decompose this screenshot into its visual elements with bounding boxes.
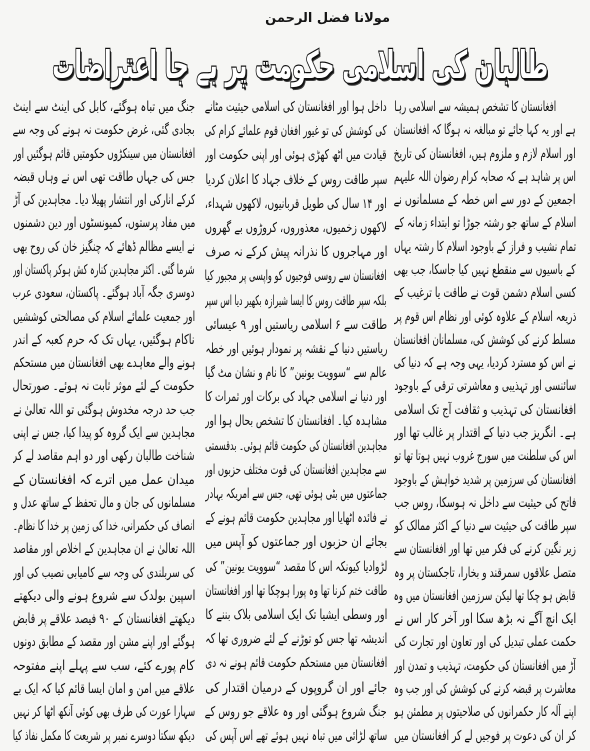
text-line-content: اور ۱۴ سال کی طویل قربانیوں، لاکھوں شہداء، [205,195,387,212]
text-line [205,605,387,626]
text-line [13,260,195,281]
text-line-content: عالم سے “سوویت یونین” کا نام و نشان مٹ گیا [205,365,387,382]
text-line [205,218,387,239]
text-line-content: کی کوشش کی تو غیور افغان قوم علمائے کرام کی [205,123,387,140]
text-line [205,170,387,191]
text-line-content: آڑ میں افغانستان کی حکومت، تہذیب و تمدن اور [394,657,576,674]
text-line-content: افغانستان کی تہذیب و ثقافت آج تک اسلامی [394,401,576,418]
text-line-content: جنگ شروع ہوگئی اور وہ علاقے جو روس کے [205,703,387,720]
text-line [394,97,576,118]
article-column-3 [13,97,195,747]
text-line-content: افغانستان میں مستحکم حکومت قائم ہونے نہ دی [205,655,387,672]
text-line [205,97,387,118]
text-line [205,436,387,457]
text-line [205,194,387,215]
text-line [394,283,576,304]
text-line-content: ذریعہ اسلام کے علاوہ کوئی اور نظام اس قوم پر [394,308,576,325]
text-line [13,120,195,141]
text-line-content: جب حد درجہ مخدوش ہوگئی تو اللہ تعالیٰ نے [13,401,195,418]
text-line [13,353,195,374]
text-line [394,213,576,234]
text-line-content: ریاستیں دنیا کے نقشہ پر نمودار ہوئیں اور خطہ [205,340,387,357]
text-line-content: کے باسیوں سے منقطع نہیں کیا جاسکا، جب بھی [394,261,576,278]
text-line-content: شرما گئی۔ اکثر مجاہدین کنارہ کش ہوکر پاکستان اور [13,261,195,278]
text-line-content: میدان عمل میں اترے کہ افغانستان کے [13,471,195,488]
text-line [205,121,387,142]
text-line-content: حکومت کے لئے موثر ثابت نہ ہوئے۔ صورتحال [13,378,195,395]
text-line [205,726,387,747]
text-line-content: فاتح کی حیثیت سے داخل نہ ہوسکا، روس جب [394,494,576,511]
text-line [13,283,195,304]
text-line [205,242,387,263]
text-line [205,339,387,360]
text-line-content: دیکھتے افغانستان کے ۹۰ فیصد علاقے پر قابض [13,611,195,628]
text-line-content: اور وسطی ایشیا تک ایک اسلامی بلاک بننے کا [205,606,387,623]
text-line-content: جماعتوں میں بٹی ہوئی تھی، جس سے امریکہ بہادر [205,486,387,502]
text-line-content: سپر طاقت کی حیثیت سے دنیا کے اکثر ممالک کو [394,518,576,535]
text-line [13,330,195,351]
text-line [394,446,576,467]
text-line-content: ہوگئے اور اپنے مشن اور مقصد کے مطابق دونوں [13,634,195,651]
text-line [13,609,195,630]
text-line [394,702,576,723]
text-line [205,581,387,602]
text-line [394,400,576,421]
text-line-content: ناکام ہوگئیں، یہاں تک کہ حرم کعبہ کے اندر [13,331,195,348]
article-column-1 [394,97,576,747]
text-line-content: اسپین بولدک سے شروع ہونے والی دیکھتے [13,587,195,604]
text-line-content: متصل علاقوں سمرقند و بخارا، تاجکستان پر وہ [394,564,576,581]
text-line [394,679,576,700]
text-line [13,446,195,467]
text-line [13,400,195,421]
text-line [13,423,195,444]
text-line [13,539,195,560]
text-line-content: افغانستان کا تشخص ہمیشہ سے اسلامی رہا [394,99,556,115]
text-line-content: اور دنیا نے اسلامی جہاد کی برکات اور ثمرات کا [205,389,387,406]
text-line-content: نے اس کو مسترد کردیا، یہی وجہ ہے کہ دنیا کی [394,355,576,372]
text-line-content: لڑوادیا کیونکہ اس کا مقصد “سوویت یونین” کی [205,558,387,575]
text-line [205,653,387,674]
text-line-content: شناخت طالبان رکھی اور دو اہم مقاصد لے کر [13,448,195,465]
text-line [13,726,195,747]
text-line-content: علاقے میں امن و امان ایسا قائم کیا کہ ایک بے [13,681,195,698]
text-line-content: ہونے والے معاہدے بھی افغانستان میں مستحکم [13,355,195,372]
text-line-content: دیکھ سکتا دوسرے نمبر پر شریعت کا مکمل نفاذ کیا [13,727,195,744]
text-line-content: بلکہ سپر طاقت روس کا ایسا شیرازہ بکھیر دیا اس سپر [205,292,387,309]
text-line-content: دوسری جگہ آباد ہوگئے۔ پاکستان، سعودی عرب [13,285,195,302]
text-line [13,679,195,700]
text-line-content: سپر طاقت روس کے خلاف جہاد کا اعلان کردیا [205,171,387,188]
text-line [205,557,387,578]
text-line [394,353,576,374]
text-line [13,307,195,328]
text-line-content: افغانستان کی سرزمین پر شدید خواہش کے باوجود [394,471,576,488]
text-line-content: مسلمانوں کی جان و مال تحفظ کے ساتھ عدل و [13,494,195,511]
text-line-content: افغانستان سے روسی فوجیوں کو واپسی پر مجبور کیا [205,268,387,285]
text-line-content: کر ان کی دعوت پر فوجیں لے کر افغانستان میں [394,727,576,744]
text-line-content: مسلط کرنے کی کوشش کی، مسلمانان افغانستان [394,331,576,348]
text-line [394,330,576,351]
text-line-content: اجمعین کے دور سے اس خطہ کے مسلمانوں نے [394,192,576,209]
text-line-content: اندیشہ تھا جس کو توڑنے کے لئے ضروری تھا کہ [205,631,387,648]
text-line-content: داخل ہوا اور افغانستان کی اسلامی حیثیت مٹانے [205,99,387,115]
text-line [13,516,195,537]
text-line [13,376,195,397]
text-line-content: اور مہاجروں کا نذرانہ پیش کرکے نہ صرف [205,244,387,261]
text-line-content: ہے اور یہ کہا جائے تو مبالغہ نہ ہوگا کہ افغانستان [394,122,576,139]
text-line-content: بجائے ان حزبوں اور جماعتوں کو آپس میں [205,534,387,551]
text-line-content: سہارا عورت کی طرف بھی کوئی آنکھ اٹھا کر نہیں [13,704,195,721]
text-line [205,532,387,553]
text-line [394,376,576,397]
text-line-content: زیر نگین کرنے کی فکر میں تھا اور افغانستان سے [394,541,576,558]
text-line [394,470,576,491]
text-line [394,423,576,444]
text-line [205,363,387,384]
text-line-content: طاقت ختم کرنا تھا وہ پورا ہوچکا تھا اور افغانستان [205,582,387,599]
text-line-content: اسلام کے ساتھ جو رشتہ جوڑا تو ابتداء زمانہ کے [394,215,576,232]
text-line [13,237,195,258]
text-line-content: حکمت عملی تبدیل کی اور تعاون اور تجارت کی [394,634,576,651]
text-line-content: کام پورے کئے، سب سے پہلے اپنے مفتوحہ [13,657,195,674]
text-line-content: ہے۔ انگریز جب دنیا کے اقتدار پر غالب تھا اور [394,424,576,441]
text-line-content: جنگ میں تباہ ہوگئے، کابل کی اینٹ سے اینٹ [13,99,195,115]
text-line [394,539,576,560]
text-line-content: کی سربلندی کی وجہ سے کامیابی نصیب کی اور [13,564,195,581]
text-line [205,411,387,432]
text-line [205,629,387,650]
text-line [205,460,387,481]
text-line [205,291,387,312]
text-line [394,190,576,211]
text-line [205,266,387,287]
text-line-content: قیادت میں اٹھ کھڑی ہوئی اور اپنی حکومت اور [205,147,387,164]
text-line [205,387,387,408]
text-line [13,213,195,234]
text-line-content: اس پر شاہد ہے کہ صحابہ کرام رضوان اللہ علیہم [394,168,576,185]
text-line [13,97,195,118]
text-line [205,678,387,699]
text-line [394,260,576,281]
text-line-content: ساتھ لڑائی میں تباہ نہیں ہوئے تھے اس آپس کی [205,727,387,744]
text-line [394,493,576,514]
text-line-content: اللہ تعالیٰ نے ان مجاہدین کے اخلاص اور مقاصد [13,541,195,558]
text-line [205,508,387,529]
text-line [394,167,576,188]
text-line-content: تمام نشیب و فراز کے باوجود اسلام کا رشتہ یہاں [394,238,576,255]
text-line-content: سائنسی اور تہذیبی و معاشرتی ترقی کے باوجود [394,378,576,395]
text-line [394,609,576,630]
text-line [13,563,195,584]
text-line [394,516,576,537]
text-line-content: جائے اور ان گروپوں کے درمیان اقتدار کی [205,679,387,696]
text-line-content: میں مفاد پرستوں، کمیونسٹوں اور دین دشمنوں [13,215,195,232]
text-line-content: کرکے انارکی اور انتشار پھیلا دیا۔ مجاہدین کی آڑ [13,192,195,209]
text-line-content: لاکھوں زخمیوں، معذوروں، کروڑوں بے گھروں [205,219,387,236]
text-line-content: قابض ہو چکا تھا لیکن سرزمین افغانستان میں وہ [394,587,576,604]
text-line [13,586,195,607]
text-line [394,563,576,584]
text-line [13,493,195,514]
text-line [13,470,195,491]
text-line-content: مجاہدین سے ایک گروہ کو پیدا کیا، جس نے اپنی [13,424,195,441]
text-line-content: اپنے آلہ کار حکمرانوں کی صلاحیتوں پر مطمئن ہو [394,704,576,721]
text-line [205,484,387,505]
text-line-content: کسی اسلام دشمن قوت نے طاقت یا ترغیب کے [394,285,576,302]
text-line [205,702,387,723]
text-line-content: نے ایسے مظالم ڈھائے کہ چنگیز خان کی روح بھی [13,238,195,255]
text-line [394,632,576,653]
text-line [13,167,195,188]
text-line-content: مجاہدین افغانستان کی حکومت قائم ہوئی۔ بدقسمتی [205,437,387,454]
text-line-content: سے مجاہدین افغانستان کی قوت مختلف حزبوں اور [205,461,387,478]
text-line-content: جس کی جہاں طاقت تھی اس نے وہاں قبضہ [13,168,195,185]
text-line [394,307,576,328]
text-line [394,237,576,258]
text-line [205,145,387,166]
text-line-content: معاشرت پر قبضہ کرنے کی کوشش کی اور جب وہ [394,681,576,698]
text-line-content: بجادی گئی، غرض حکومت نہ ہونے کی وجہ سے [13,122,195,139]
text-line [394,120,576,141]
text-line [394,656,576,677]
text-line [394,586,576,607]
text-line [13,144,195,165]
text-line-content: اور جمعیت علمائے اسلام کی مصالحتی کوششیں [13,308,195,325]
text-line [13,702,195,723]
text-line-content: مشاہدہ کیا۔ افغانستان کا تشخص بحال ہوا اور [205,413,387,430]
text-line [13,656,195,677]
text-line-content: اور اسلام لازم و ملزوم ہیں، افغانستان کی تاریخ [394,145,576,162]
text-line-content: افغانستان میں سینکڑوں حکومتیں قائم ہوگئیں اور [13,145,195,162]
text-line-content: طاقت سے ۶ اسلامی ریاستیں اور ۹ عیسائی [205,316,387,333]
headline-text: طالبان کی اسلامی حکومت پر بے جا اعتراضات [52,43,548,87]
text-line-content: اس کی سلطنت میں سورج غروب نہیں ہوتا تھا تو [394,448,576,465]
text-line-content: نے فائدہ اٹھایا اور مجاہدین حکومت قائم ہونے کے [205,510,387,527]
text-line [13,632,195,653]
text-line [13,190,195,211]
article-column-2 [205,97,387,747]
text-line-content: انصاف کی حکمرانی، خدا کی زمین پر خدا کا نظام۔ [13,518,195,535]
text-line [394,726,576,747]
text-line [205,315,387,336]
text-line-content: ایک انچ آگے نہ بڑھ سکا اور آخر کار اس نے [394,611,576,628]
headline [52,34,548,96]
author-byline: مولانا فضل الرحمن [265,11,390,26]
text-line [394,144,576,165]
